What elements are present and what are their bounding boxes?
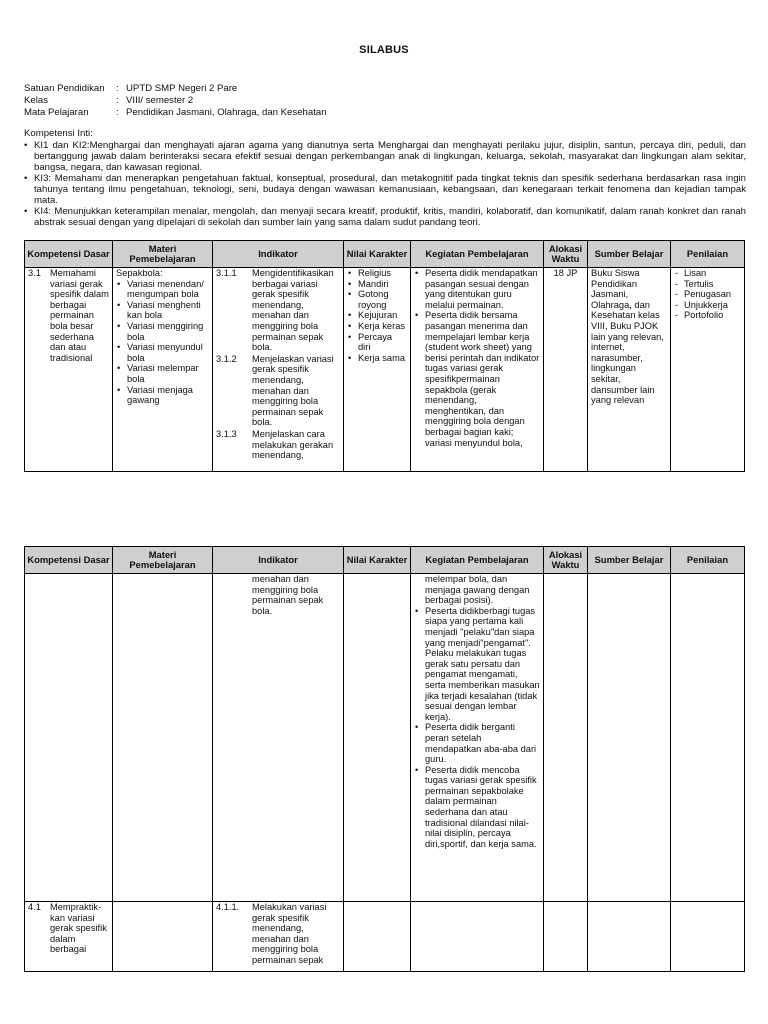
indikator-text: menahan dan menggiring bola permainan sepak bola. bbox=[252, 574, 324, 616]
list-item: - Penugasan bbox=[674, 289, 741, 300]
identity-block bbox=[24, 83, 327, 119]
list-item: • Peserta didik mendapatkan pasangan sesuai dengan yang ditentukan guru melalui permainan. bbox=[414, 268, 540, 310]
header-kd: Kompetensi Dasar bbox=[25, 547, 113, 574]
header-penilaian: Penilaian bbox=[671, 241, 745, 268]
meta-row-subject bbox=[24, 107, 327, 119]
cell-kd bbox=[25, 574, 113, 902]
document-title: SILABUS bbox=[359, 44, 409, 56]
list-item: - Unjukkerja bbox=[674, 300, 741, 311]
cell-penilaian bbox=[671, 574, 745, 902]
list-item: • Variasi menggiring bola bbox=[116, 321, 209, 342]
cell-materi bbox=[113, 574, 213, 902]
header-nilai: Nilai Karakter bbox=[344, 241, 411, 268]
header-sumber: Sumber Belajar bbox=[588, 547, 671, 574]
penilaian-list bbox=[674, 268, 741, 321]
indikator-number: 3.1.2 bbox=[216, 353, 237, 364]
kd-text: Memahami variasi gerak spesifik dalam berbagai permainan bola besar sederhana dan atau tradisional bbox=[50, 268, 109, 363]
cell-materi bbox=[113, 268, 213, 472]
cell-sumber bbox=[588, 902, 671, 972]
list-item: • Peserta didik mencoba tugas variasi gerak spesifik permainan sepakbolake dalam permainan sederhana dan atau tradisional dilandasi nilai-nilai disiplin, percaya diri,sportif, dan kerja sama. bbox=[414, 765, 540, 850]
meta-label: Kelas bbox=[24, 95, 48, 106]
cell-indikator bbox=[213, 902, 344, 972]
list-item: • Mandiri bbox=[347, 279, 407, 290]
indikator-number: 3.1.3 bbox=[216, 428, 237, 439]
cell-penilaian bbox=[671, 268, 745, 472]
header-sumber: Sumber Belajar bbox=[588, 241, 671, 268]
syllabus-table-part-1 bbox=[24, 240, 745, 472]
table-row bbox=[25, 902, 745, 972]
meta-colon: : bbox=[116, 95, 119, 106]
list-item: • Peserta didikberbagi tugas siapa yang pertama kali menjadi "pelaku"dan siapa yang menjadi"pengamat". Pelaku melakukan tugas gerak satu persatu dan pengamat mengamati, serta memberikan masukan jika terjadi kesalahan (tidak sesuai dengan lembar kerja). bbox=[414, 606, 540, 723]
ki-item: • KI3: Memahami dan menerapkan pengetahuan faktual, konseptual, prosedural, dan metakognitif pada tingkat teknis dan spesifik sederhana berdasarkan rasa ingin tahunya tentang ilmu pengetahuan, teknologi, seni, budaya dengan wawasan kemanusiaan, kebangsaan, dan kenegaraan terkait fenomena dan kejadian tampak mata. bbox=[24, 173, 746, 206]
indikator-item bbox=[216, 354, 340, 428]
indikator-text: Mengidentifikasikan berbagai variasi gerak spesifik menendang, menahan dan menggiring bola permainan sepak bola. bbox=[252, 268, 334, 353]
meta-value: UPTD SMP Negeri 2 Pare bbox=[126, 83, 238, 94]
materi-title: Sepakbola: bbox=[116, 268, 163, 278]
indikator-text: Menjelaskan variasi gerak spesifik menendang, menahan dan menggiring bola permainan sepak bola. bbox=[252, 353, 334, 428]
nilai-list bbox=[347, 268, 407, 363]
indikator-text: Menjelaskan cara melakukan gerakan menendang, bbox=[252, 428, 334, 461]
cell-nilai bbox=[344, 902, 411, 972]
header-materi: Materi Pemebelajaran bbox=[113, 547, 213, 574]
cell-indikator bbox=[213, 574, 344, 902]
meta-colon: : bbox=[116, 83, 119, 94]
list-item: • Variasi melempar bola bbox=[116, 363, 209, 384]
list-item: • Religius bbox=[347, 268, 407, 279]
meta-row-school bbox=[24, 83, 327, 95]
core-competencies bbox=[24, 128, 746, 228]
indikator-number: 3.1.1 bbox=[216, 268, 237, 278]
cell-sumber: Buku Siswa Pendidikan Jasmani, Olahraga, dan Kesehatan kelas VIII, Buku PJOK lain yang relevan, internet, narasumber, lingkungan sekitar, dansumber lain yang relevan bbox=[588, 268, 671, 472]
header-materi: Materi Pemebelajaran bbox=[113, 241, 213, 268]
indikator-number: 4.1.1. bbox=[216, 902, 240, 912]
cell-penilaian bbox=[671, 902, 745, 972]
header-kegiatan: Kegiatan Pembelajaran bbox=[411, 241, 544, 268]
list-item: • Variasi menghenti kan bola bbox=[116, 300, 209, 321]
header-kd: Kompetensi Dasar bbox=[25, 241, 113, 268]
cell-kegiatan bbox=[411, 902, 544, 972]
cell-materi bbox=[113, 902, 213, 972]
cell-nilai bbox=[344, 574, 411, 902]
cell-sumber bbox=[588, 574, 671, 902]
indikator-text: Melakukan variasi gerak spesifik menendang, menahan dan menggiring bola permainan sepak bbox=[252, 902, 327, 965]
cell-alokasi bbox=[544, 902, 588, 972]
header-alokasi: Alokasi Waktu bbox=[544, 241, 588, 268]
list-item: • Variasi menendan/ mengumpan bola bbox=[116, 279, 209, 300]
cell-alokasi: 18 JP bbox=[544, 268, 588, 472]
header-penilaian: Penilaian bbox=[671, 547, 745, 574]
meta-value: Pendidikan Jasmani, Olahraga, dan Kesehatan bbox=[126, 107, 327, 118]
table-header-row bbox=[25, 547, 745, 574]
cell-kegiatan bbox=[411, 574, 544, 902]
kegiatan-continuation: melempar bola, dan menjaga gawang dengan berbagai posisi). bbox=[425, 574, 530, 606]
list-item: • Gotong royong bbox=[347, 289, 407, 310]
list-item: • Kerja keras bbox=[347, 321, 407, 332]
ki-item: • KI4: Menunjukkan keterampilan menalar, mengolah, dan menyaji secara kreatif, produktif, kritis, mandiri, kolaboratif, dan komunikatif, dalam ranah konkret dan ranah abstrak sesuai dengan yang dipelajari di sekolah dan sumber lain yang sama dalam sudut pandang teori. bbox=[24, 206, 746, 228]
meta-row-class bbox=[24, 95, 327, 107]
cell-alokasi bbox=[544, 574, 588, 902]
list-item: • Peserta didik berganti peran setelah mendapatkan aba-aba dari guru. bbox=[414, 722, 540, 764]
meta-value: VIII/ semester 2 bbox=[126, 95, 194, 106]
header-kegiatan: Kegiatan Pembelajaran bbox=[411, 547, 544, 574]
indikator-item bbox=[216, 268, 340, 353]
list-item: • Variasi menyundul bola bbox=[116, 342, 209, 363]
kd-number: 4.1 bbox=[28, 902, 41, 912]
header-alokasi: Alokasi Waktu bbox=[544, 547, 588, 574]
cell-indikator bbox=[213, 268, 344, 472]
materi-list bbox=[116, 279, 209, 406]
list-item: • Peserta didik bersama pasangan menerima dan mempelajari lembar kerja (student work sheet) yang berisi perintah dan indikator tugas variasi gerak spesifikpermainan sepakbola (gerak menendang, menghentikan, dan menggiring bola dengan berbagai bagian kaki; variasi menyundul bola, bbox=[414, 310, 540, 448]
table-header-row bbox=[25, 241, 745, 268]
list-item: - Lisan bbox=[674, 268, 741, 279]
header-indikator: Indikator bbox=[213, 241, 344, 268]
indikator-item bbox=[216, 902, 340, 966]
meta-label: Satuan Pendidikan bbox=[24, 83, 105, 94]
kd-number: 3.1 bbox=[28, 268, 41, 278]
cell-kegiatan bbox=[411, 268, 544, 472]
list-item: • Percaya diri bbox=[347, 332, 407, 353]
kd-text: Mempraktik-kan variasi gerak spesifik dalam berbagai bbox=[50, 902, 107, 955]
header-indikator: Indikator bbox=[213, 547, 344, 574]
header-nilai: Nilai Karakter bbox=[344, 547, 411, 574]
list-item: • Kerja sama bbox=[347, 353, 407, 364]
list-item: - Tertulis bbox=[674, 279, 741, 290]
ki-list bbox=[24, 140, 746, 228]
indikator-number bbox=[216, 574, 252, 616]
list-item: - Portofolio bbox=[674, 310, 741, 321]
cell-kd bbox=[25, 902, 113, 972]
cell-kd bbox=[25, 268, 113, 472]
table-row bbox=[25, 574, 745, 902]
cell-nilai bbox=[344, 268, 411, 472]
kegiatan-list bbox=[414, 606, 540, 850]
ki-heading: Kompetensi Inti: bbox=[24, 128, 93, 139]
meta-label: Mata Pelajaran bbox=[24, 107, 89, 118]
syllabus-table-part-2 bbox=[24, 546, 745, 972]
table-row bbox=[25, 268, 745, 472]
kegiatan-list bbox=[414, 268, 540, 448]
list-item: • Variasi menjaga gawang bbox=[116, 385, 209, 406]
indikator-item bbox=[216, 429, 340, 461]
ki-item: • KI1 dan KI2:Menghargai dan menghayati ajaran agama yang dianutnya serta Menghargai dan menghayati perilaku jujur, disiplin, santun, percaya diri, peduli, dan bertanggung jawab dalam berinteraksi secara efektif sesuai dengan perkembangan anak di lingkungan, keluarga, sekolah, masyarakat dan lingkungan alam sekitar, bangsa, negara, dan kawasan regional. bbox=[24, 140, 746, 173]
meta-colon: : bbox=[116, 107, 119, 118]
indikator-item bbox=[216, 574, 340, 616]
list-item: • Kejujuran bbox=[347, 310, 407, 321]
